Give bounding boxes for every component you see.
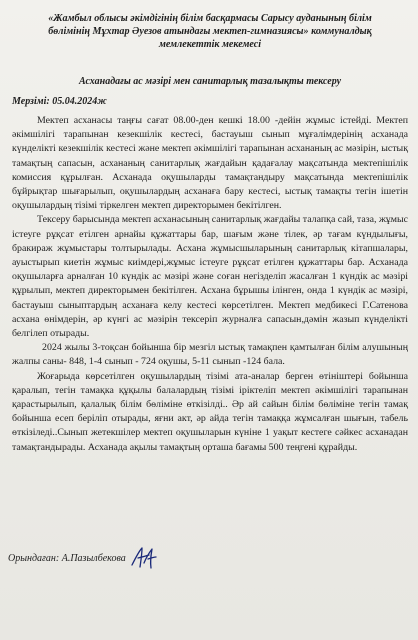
document-body <box>12 114 408 455</box>
signature-label: Орындаған: А.Пазылбекова <box>8 552 126 564</box>
header-line-1: «Жамбыл облысы әкімдігінің білім басқармасы Сарысу ауданының білім <box>48 13 372 24</box>
signature-block <box>8 545 158 571</box>
paragraph-4: Жоғарыда көрсетілген оқушылардың тізімі ата-аналар берген өтініштері бойынша қаралып, тегін тамақка құқылы балалардың тізімі іріктеліп мектеп әкімшілігі тарапынан қарастырылып, қалалық білім бөліміне өткізілді.. Әр ай сайын білім бөліміне тегін тамақ бойынша есеп беріліп отырады, яғни акт, әр айда тегін тамаққа жұмсалған шығын, табель өткізіледі..Сынып жетекшілер мектеп оқушыларын күніне 1 уақыт кестеге сәйкес асханадан тамақтандырады. Асханада ақылы тамақтың орташа бағамы 500 теңгені құрайды. <box>12 370 408 453</box>
header-line-2: бөлімінің Мұхтар Әуезов атындағы мектеп-гимназиясы» коммуналдық <box>48 26 372 37</box>
deadline-label: Мерзімі: <box>12 96 50 107</box>
deadline-value: 05.04.2024ж <box>52 96 107 107</box>
paragraph-2: Тексеру барысында мектеп асханасының санитарлық жағдайы талапқа сай, таза, жұмыс істеуге рұқсат етілген арнайы құжаттары бар, шағым және тілек, әр тағам күндылығы, бракираж жұмыстары толтырылады. Асхана жұмысшыларының санитарлық кітапшалары, ауыстырып киетін жұмыс киімдері,жұмыс істеуге рұқсат етілген құжаттары бар. Асханада оқушыларға арналған 10 күндік ас мәзірі және соған негізделіп жасалған 1 күндік ас мәзірі құрылып, мектеп директорымен бекітілген. Асхана бұрышы ілінген, онда 1 күндік ас мәзірі, бастауыш сыныптардың асханаға келу кестесі көрсетілген. Мектеп медбикесі Г.Сатенова асхана өнімдерін, әр күнгі ас мәзірін тексеріп журналға сапасын,дәмін жазып күнделікті белгілеп отырады. <box>12 214 408 340</box>
handwritten-signature-icon <box>130 545 158 571</box>
institution-header <box>20 12 400 51</box>
paragraph-1: Мектеп асханасы таңғы сағат 08.00-ден кешкі 18.00 -дейін жұмыс істейді. Мектеп әкімшілігі тарапынан кезекшілік кестесі, бастауыш сынып мұғалімдерінің асханада күнделікті кезекшілік кестесі және мектеп әкімшілігі тарапынан асхананың ас мәзірін, ыстық тамақтың сапасын, асхананың санитарлық жағдайын қадағалау мақсатында мектепішілік комиссия құрылған. Асханада оқушыларды тамақтандыру мақсатында мектепішілік бұйрықтар шығарылып, оқушылардың асханаға бару кестесі, ыстық тамақты тегін ішетін оқушылардың тізімі тіркелген мектеп директорымен бекітілген. <box>12 115 408 212</box>
document-title: Асханадағы ас мәзірі мен санитарлық тазалықты тексеру <box>78 76 342 87</box>
header-line-3: мемлекеттік мекемесі <box>158 39 261 50</box>
deadline-line <box>12 96 408 107</box>
paragraph-3: 2024 жылы 3-тоқсан бойынша бір мезгіл ыстық тамақпен қамтылған білім алушының жалпы саны- 848, 1-4 сынып - 724 оқушы, 5-11 сынып -124 бала. <box>12 342 408 368</box>
